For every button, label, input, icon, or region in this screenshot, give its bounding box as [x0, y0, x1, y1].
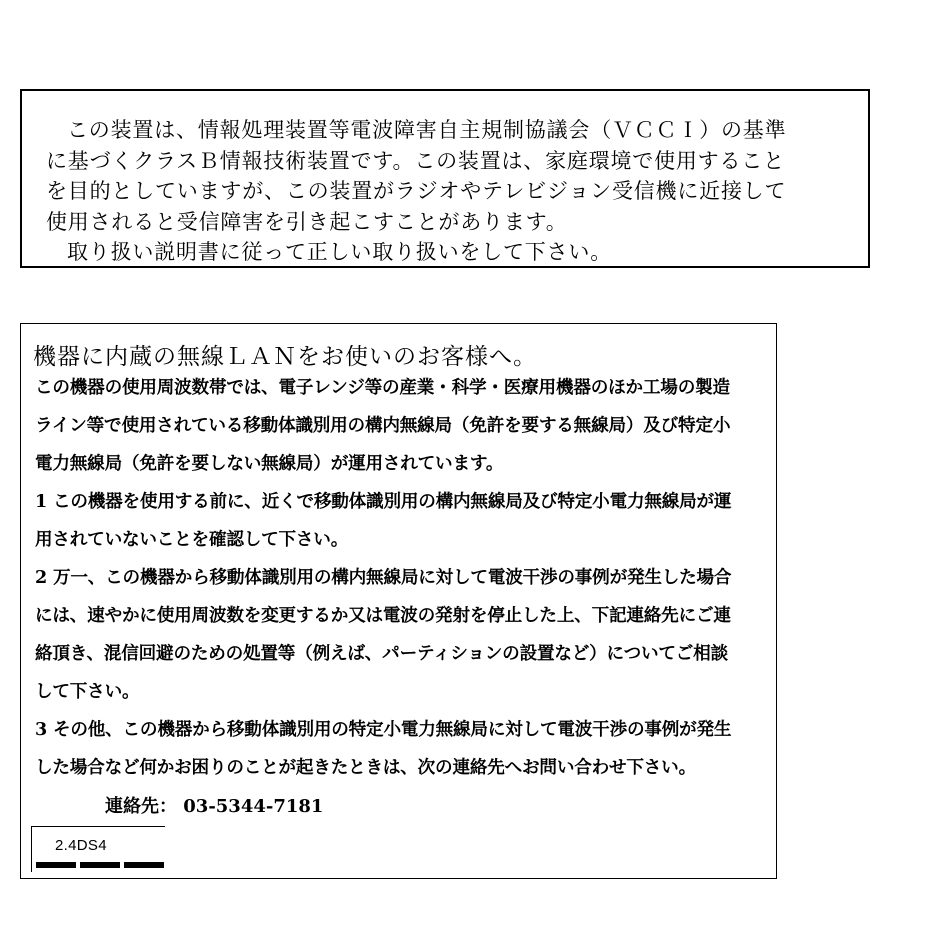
wireless-lan-notice-line: ライン等で使用されている移動体識別用の構内無線局（免許を要する無線局）及び特定小 — [35, 415, 731, 436]
band-bar — [124, 862, 164, 868]
wireless-lan-notice-line: して下さい。 — [35, 681, 140, 702]
wireless-lan-notice-line: 用されていないことを確認して下さい。 — [35, 529, 349, 550]
wireless-lan-notice-line: 1 この機器を使用する前に、近くで移動体識別用の構内無線局及び特定小電力無線局が運 — [35, 491, 732, 512]
model-code: 2.4DS4 — [55, 837, 107, 854]
vcci-notice-line: 取り扱い説明書に従って正しい取り扱いをして下さい。 — [67, 240, 612, 264]
vcci-notice-line: この装置は、情報処理装置等電波障害自主規制協議会（ＶＣＣＩ）の基準 — [67, 118, 787, 142]
wireless-lan-notice-line: 絡頂き、混信回避のための処置等（例えば、パーティションの設置など）についてご相談 — [35, 643, 728, 664]
wireless-lan-notice-line: 2 万一、この機器から移動体識別用の構内無線局に対して電波干渉の事例が発生した場合 — [35, 567, 732, 588]
wireless-lan-notice-line: した場合など何かお困りのことが起きたときは、次の連絡先へお問い合わせ下さい。 — [35, 757, 696, 778]
vcci-notice-line: に基づくクラスＢ情報技術装置です。この装置は、家庭環境で使用すること — [46, 148, 785, 173]
band-bar — [80, 862, 120, 868]
vcci-notice-line: 使用されると受信障害を引き起こすことがあります。 — [46, 209, 568, 234]
wireless-lan-notice-title: 機器に内蔵の無線ＬＡＮをお使いのお客様へ。 — [33, 344, 537, 370]
wireless-lan-notice-line: 電力無線局（免許を要しない無線局）が運用されています。 — [35, 453, 504, 474]
band-bar — [36, 862, 76, 868]
wireless-lan-notice-line: には、速やかに使用周波数を変更するか又は電波の発射を停止した上、下記連絡先にご連 — [35, 605, 731, 626]
vcci-notice-box — [20, 89, 870, 268]
wireless-lan-notice-line: 3 その他、この機器から移動体識別用の特定小電力無線局に対して電波干渉の事例が発生 — [35, 719, 732, 740]
vcci-notice-line: を目的としていますが、この装置がラジオやテレビジョン受信機に近接して — [46, 179, 787, 203]
wireless-band-label — [31, 826, 165, 872]
contact-phone: 連絡先： 03-5344-7181 — [105, 796, 324, 817]
wireless-lan-notice-line: この機器の使用周波数帯では、電子レンジ等の産業・科学・医療用機器のほか工場の製造 — [35, 377, 730, 398]
wireless-lan-notice-box — [20, 323, 777, 879]
